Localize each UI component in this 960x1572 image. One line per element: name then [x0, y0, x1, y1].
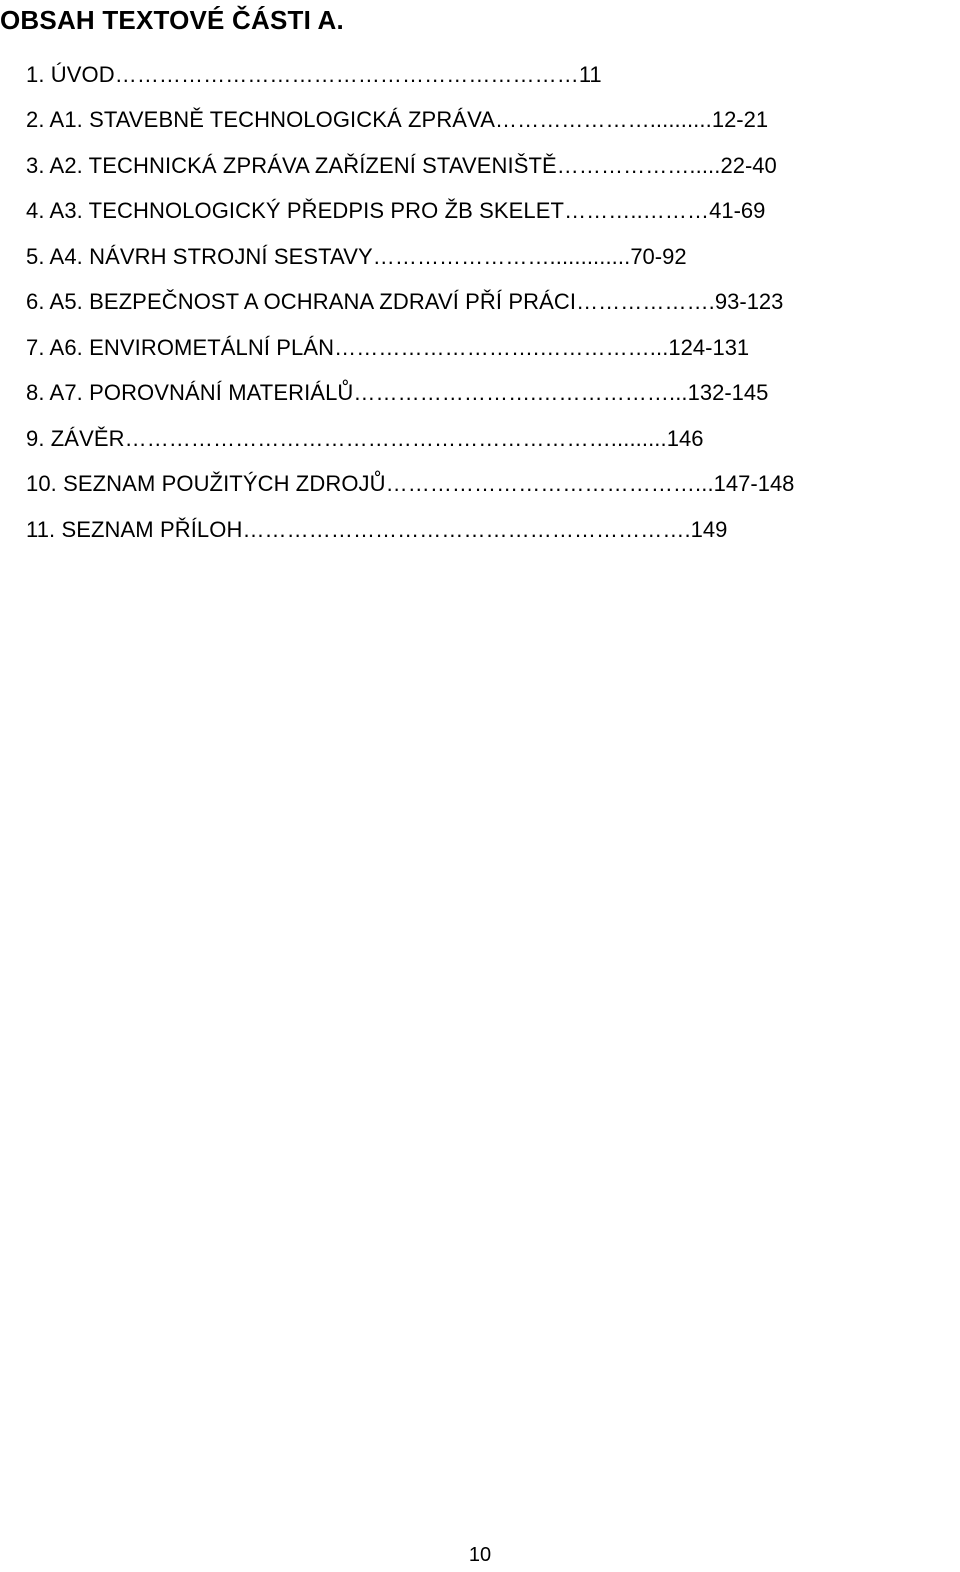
toc-entry-page: 12-21 [711, 107, 769, 133]
toc-entry-title: 6. A5. BEZPEČNOST A OCHRANA ZDRAVÍ PŘÍ PRÁCI………………. [26, 289, 715, 315]
toc-entry-title: 4. A3. TECHNOLOGICKÝ PŘEDPIS PRO ŽB SKELET………..……… [26, 198, 710, 224]
toc-entry-a4 [26, 234, 954, 280]
toc-entry-title: 9. ZÁVĚR…………………………………………………………......... [26, 425, 667, 451]
toc-entry-prilohy [26, 507, 954, 553]
toc-entry-a2 [26, 143, 954, 189]
toc-entry-page: 22-40 [720, 152, 777, 178]
toc-entry-page: 70-92 [630, 243, 687, 269]
toc-entry-a3 [26, 189, 954, 235]
toc-heading: OBSAH TEXTOVÉ ČÁSTI A. [0, 5, 344, 35]
toc-entry-page: 41-69 [709, 198, 766, 224]
toc-entry-zdroje [26, 462, 954, 508]
toc-entry-a7 [26, 371, 954, 417]
toc-entry-page: 93-123 [714, 289, 784, 315]
toc-entry-page: 147-148 [713, 471, 795, 497]
toc-entry-a1 [26, 98, 954, 144]
toc-entry-title: 2. A1. STAVEBNĚ TECHNOLOGICKÁ ZPRÁVA………………….......... [26, 107, 712, 133]
toc-entry-page: 149 [690, 516, 728, 542]
toc-entry-title: 1. ÚVOD……………………………………………………… [26, 61, 579, 87]
toc-entry-page: 11 [578, 61, 602, 87]
toc-entry-a5 [26, 280, 954, 326]
toc-entry-page: 146 [666, 425, 704, 451]
table-of-contents [26, 52, 954, 553]
toc-entry-zaver [26, 416, 954, 462]
toc-entry-title: 3. A2. TECHNICKÁ ZPRÁVA ZAŘÍZENÍ STAVENIŠTĚ………………..... [26, 152, 721, 178]
toc-entry-title: 8. A7. POROVNÁNÍ MATERIÁLŮ…………………….………………... [26, 380, 688, 406]
toc-entry-uvod [26, 52, 954, 98]
page-number: 10 [468, 1544, 492, 1566]
toc-entry-title: 5. A4. NÁVRH STROJNÍ SESTAVY……………………............. [26, 243, 631, 269]
toc-entry-title: 7. A6. ENVIROMETÁLNÍ PLÁN……………………….……………... [26, 334, 669, 360]
toc-entry-title: 11. SEZNAM PŘÍLOH……………………………………………………. [26, 516, 691, 542]
toc-entry-a6 [26, 325, 954, 371]
toc-entry-page: 132-145 [687, 380, 769, 406]
toc-entry-title: 10. SEZNAM POUŽITÝCH ZDROJŮ……………………………………... [26, 471, 714, 497]
toc-entry-page: 124-131 [668, 334, 750, 360]
